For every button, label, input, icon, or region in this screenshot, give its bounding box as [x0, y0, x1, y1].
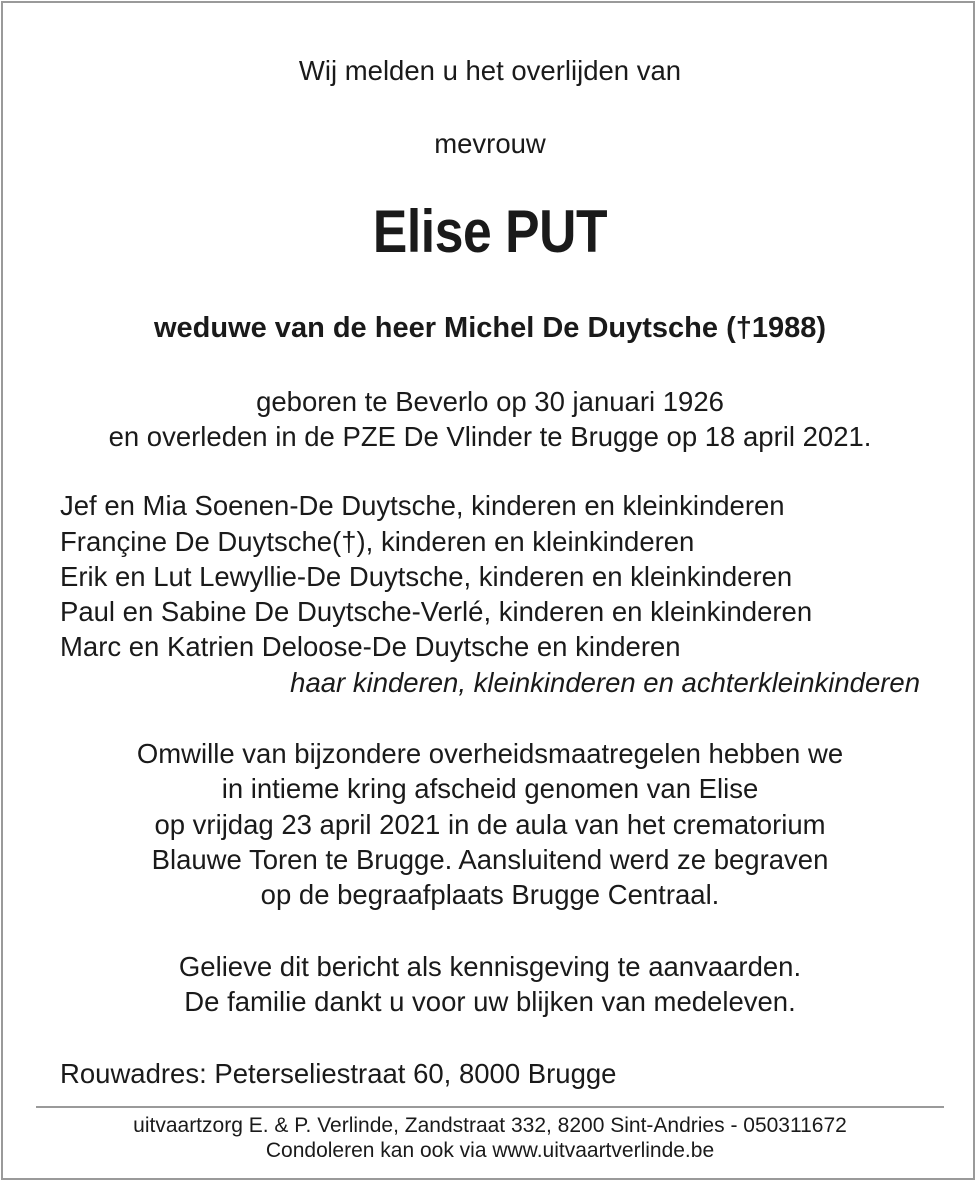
birth-line: geboren te Beverlo op 30 januari 1926	[256, 386, 724, 417]
death-line: en overleden in de PZE De Vlinder te Brugge op 18 april 2021.	[108, 421, 872, 452]
ceremony-line: op vrijdag 23 april 2021 in de aula van het crematorium	[154, 809, 826, 840]
ceremony-line: in intieme kring afscheid genomen van Elise	[221, 773, 759, 804]
family-line: Marc en Katrien Deloose-De Duytsche en kinderen	[60, 631, 681, 662]
mourning-address: Rouwadres: Peterseliestraat 60, 8000 Brugge	[60, 1058, 617, 1089]
ceremony-line: Blauwe Toren te Brugge. Aansluitend werd ze begraven	[151, 844, 829, 875]
family-line: Paul en Sabine De Duytsche-Verlé, kinderen en kleinkinderen	[60, 596, 813, 627]
intro-text: Wij melden u het overlijden van	[298, 55, 682, 86]
widow-line: weduwe van de heer Michel De Duytsche (†1988)	[153, 312, 827, 344]
ceremony-line: Omwille van bijzondere overheidsmaatregelen hebben we	[136, 738, 844, 769]
funeral-home-info: uitvaartzorg E. & P. Verlinde, Zandstraat 332, 8200 Sint-Andries - 050311672	[133, 1114, 847, 1137]
family-line: Françine De Duytsche(†), kinderen en kleinkinderen	[60, 526, 695, 557]
ceremony-line: op de begraafplaats Brugge Centraal.	[260, 879, 720, 910]
closing-line: Gelieve dit bericht als kennisgeving te aanvaarden.	[178, 951, 802, 982]
honorific: mevrouw	[434, 128, 546, 159]
footer-divider	[36, 1106, 944, 1108]
family-line: Erik en Lut Lewyllie-De Duytsche, kinderen en kleinkinderen	[60, 561, 793, 592]
deceased-name: Elise PUT	[372, 198, 608, 265]
condolence-website[interactable]: Condoleren kan ook via www.uitvaartverlinde.be	[265, 1139, 715, 1162]
family-line: Jef en Mia Soenen-De Duytsche, kinderen en kleinkinderen	[60, 490, 785, 521]
closing-line: De familie dankt u voor uw blijken van medeleven.	[184, 986, 796, 1017]
family-summary: haar kinderen, kleinkinderen en achterkleinkinderen	[290, 667, 920, 698]
